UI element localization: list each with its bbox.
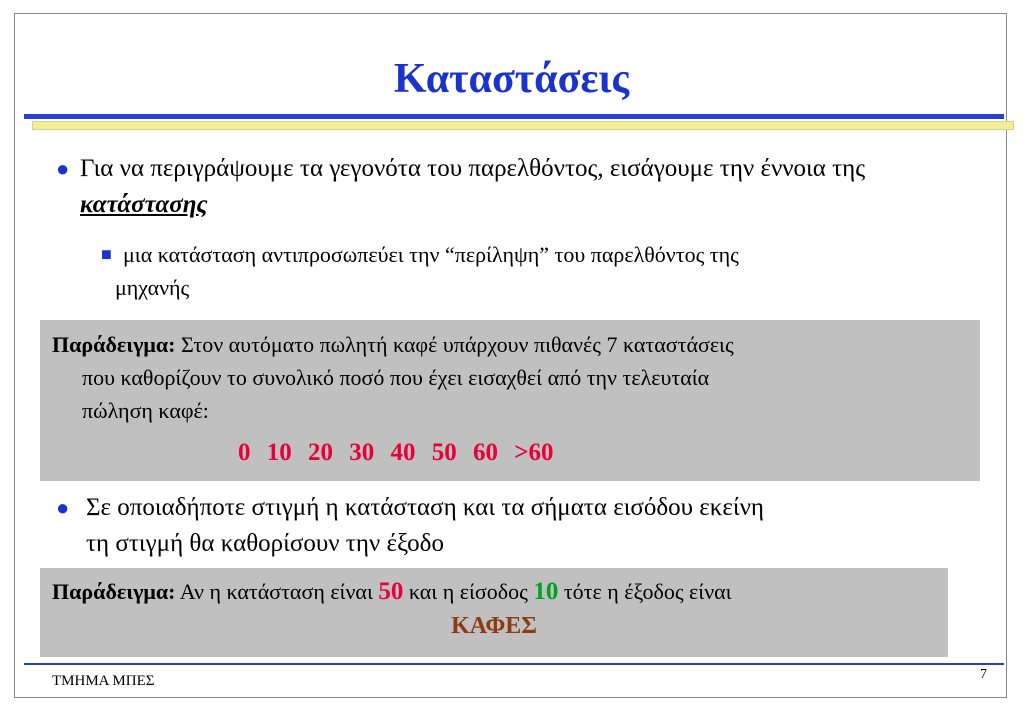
example-box-2	[40, 568, 948, 657]
example-label: Παράδειγμα:	[52, 579, 176, 604]
footer-department: ΤΜΗΜΑ ΜΠΕΣ	[52, 673, 155, 689]
state-value: 40	[390, 439, 416, 466]
example-2-output: ΚΑΦΕΣ	[451, 613, 537, 639]
bullet-2-line-1: Σε οποιαδήποτε στιγμή η κατάσταση και τα σήματα εισόδου εκείνη	[86, 494, 765, 521]
state-value: >60	[514, 439, 554, 466]
square-bullet-icon: ■	[101, 244, 112, 264]
example-2-text-b: και η είσοδος	[403, 579, 534, 604]
concept-term: κατάστασης	[80, 191, 208, 218]
title-underline-accent	[32, 121, 1014, 130]
example-1-text	[52, 328, 962, 427]
example-2-state-value: 50	[378, 578, 404, 605]
bullet-dot-icon: ●	[56, 495, 70, 520]
sub-bullet-line-2: μηχανής	[115, 275, 190, 300]
bullet-item-2	[56, 490, 976, 562]
bullet-text-main: Για να περιγράψουμε τα γεγονότα του παρελθόντος, εισάγουμε την έννοια της	[80, 155, 866, 182]
state-value: 60	[473, 439, 498, 466]
bullet-text	[80, 151, 976, 223]
state-values-list	[238, 438, 564, 468]
example-2-text-a: Αν η κατάσταση είναι	[175, 579, 379, 604]
bullet-2-line-2: τη στιγμή θα καθορίσουν την έξοδο	[86, 530, 444, 557]
sub-bullet-line-1: μια κατάσταση αντιπροσωπεύει την “περίληψη” του παρελθόντος της	[123, 242, 739, 267]
state-value: 50	[431, 439, 457, 466]
sub-bullet-item	[101, 238, 961, 304]
example-label: Παράδειγμα:	[52, 332, 176, 357]
example-2-text	[52, 576, 942, 608]
page-number: 7	[980, 667, 987, 682]
example-1-line-1: Στον αυτόματο πωλητή καφέ υπάρχουν πιθανές 7 καταστάσεις	[175, 332, 734, 357]
state-value: 20	[308, 439, 333, 466]
state-value: 10	[266, 439, 292, 466]
example-1-line-2: που καθορίζουν το συνολικό ποσό που έχει εισαχθεί από την τελευταία	[82, 365, 710, 390]
state-value: 30	[349, 439, 375, 466]
title-underline	[24, 114, 1004, 119]
slide-title: Καταστάσεις	[393, 56, 630, 102]
bullet-item-1	[56, 151, 976, 223]
example-2-input-value: 10	[533, 578, 559, 605]
bullet-dot-icon: ●	[56, 156, 70, 181]
footer-divider	[24, 663, 1004, 665]
example-2-text-c: τότε η έξοδος είναι	[558, 579, 732, 604]
example-1-line-3: πώληση καφέ:	[82, 398, 209, 423]
state-value: 0	[238, 439, 251, 466]
